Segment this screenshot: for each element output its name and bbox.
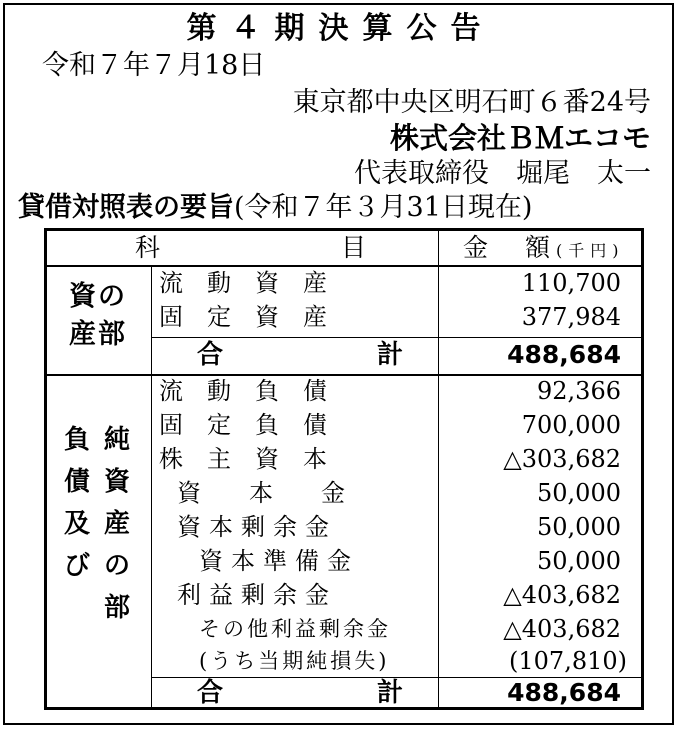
liab-col-right-char: 資: [103, 467, 130, 497]
representative: 代表取締役 堀尾 太一: [354, 158, 651, 189]
liab-row-value: (107,810): [509, 647, 627, 675]
assets-total-value: 488,684: [507, 340, 621, 369]
asset-row-value: 110,700: [521, 269, 621, 297]
liab-row-value: 92,366: [537, 377, 621, 405]
notice-title: 第４期決算公告: [186, 11, 495, 46]
header-subject-1: 科: [135, 233, 161, 262]
liab-col-right-char: 産: [103, 509, 130, 539]
liab-row-label: (うち当期純損失): [199, 649, 390, 673]
header-unit: (千円): [556, 241, 625, 260]
liab-col-left-char: 負: [63, 425, 90, 455]
notice-date: 令和７年７月18日: [42, 50, 266, 81]
header-amount-label: 金 額: [463, 233, 557, 262]
liab-row-value: 700,000: [521, 411, 621, 439]
liab-row-label: その他利益剰余金: [199, 617, 391, 641]
header-amount: [463, 233, 625, 266]
statement-title: 貸借対照表の要旨: [18, 192, 234, 223]
liab-row-value: 50,000: [537, 547, 621, 575]
assets-total-label-2: 計: [377, 340, 404, 370]
liab-row-value: △303,682: [503, 445, 621, 473]
company-name: 株式会社ＢＭエコモ: [389, 121, 651, 155]
assets-label-line2: 産部: [69, 319, 127, 350]
liab-row-value: 50,000: [537, 513, 621, 541]
liab-col-right-char: 部: [103, 593, 130, 623]
liab-row-value: △403,682: [503, 581, 621, 609]
liab-col-left-char: 及: [63, 509, 90, 539]
liab-row-label: 利益剰余金: [177, 581, 337, 609]
balance-sheet-table: [44, 228, 644, 710]
amount-divider: [438, 231, 439, 707]
liab-row-label: 資本剰余金: [177, 513, 337, 541]
liab-col-right-char: の: [103, 551, 130, 581]
liab-col-left: [59, 419, 95, 587]
statement-heading: [18, 192, 532, 224]
liab-row-label: 固 定 負 債: [159, 411, 327, 439]
liab-row-label: 株 主 資 本: [159, 445, 327, 473]
category-divider: [151, 265, 152, 707]
liab-row-label: 資本準備金: [199, 547, 359, 575]
liab-row-value: △403,682: [503, 615, 621, 643]
liab-row-label: 流 動 負 債: [159, 377, 327, 405]
liab-col-left-char: 債: [63, 467, 90, 497]
header-subject-2: 目: [341, 233, 367, 262]
liab-col-right: [99, 419, 135, 629]
liab-row-label: 資 本 金: [177, 479, 345, 507]
liab-total-label-1: 合: [197, 678, 224, 708]
asset-row-label: 固 定 資 産: [159, 303, 327, 331]
assets-total-rule: [151, 337, 641, 338]
company-address: 東京都中央区明石町６番24号: [292, 87, 651, 118]
assets-total-label-1: 合: [197, 340, 224, 370]
liab-col-left-char: び: [63, 551, 90, 581]
liab-total-value: 488,684: [507, 678, 621, 707]
liab-total-label-2: 計: [377, 678, 404, 708]
liab-col-right-char: 純: [103, 425, 130, 455]
asset-row-label: 流 動 資 産: [159, 269, 327, 297]
liab-row-value: 50,000: [537, 479, 621, 507]
statement-period: (令和７年３月31日現在): [234, 192, 533, 223]
asset-row-value: 377,984: [521, 303, 621, 331]
assets-label-line1: 資の: [69, 281, 127, 312]
